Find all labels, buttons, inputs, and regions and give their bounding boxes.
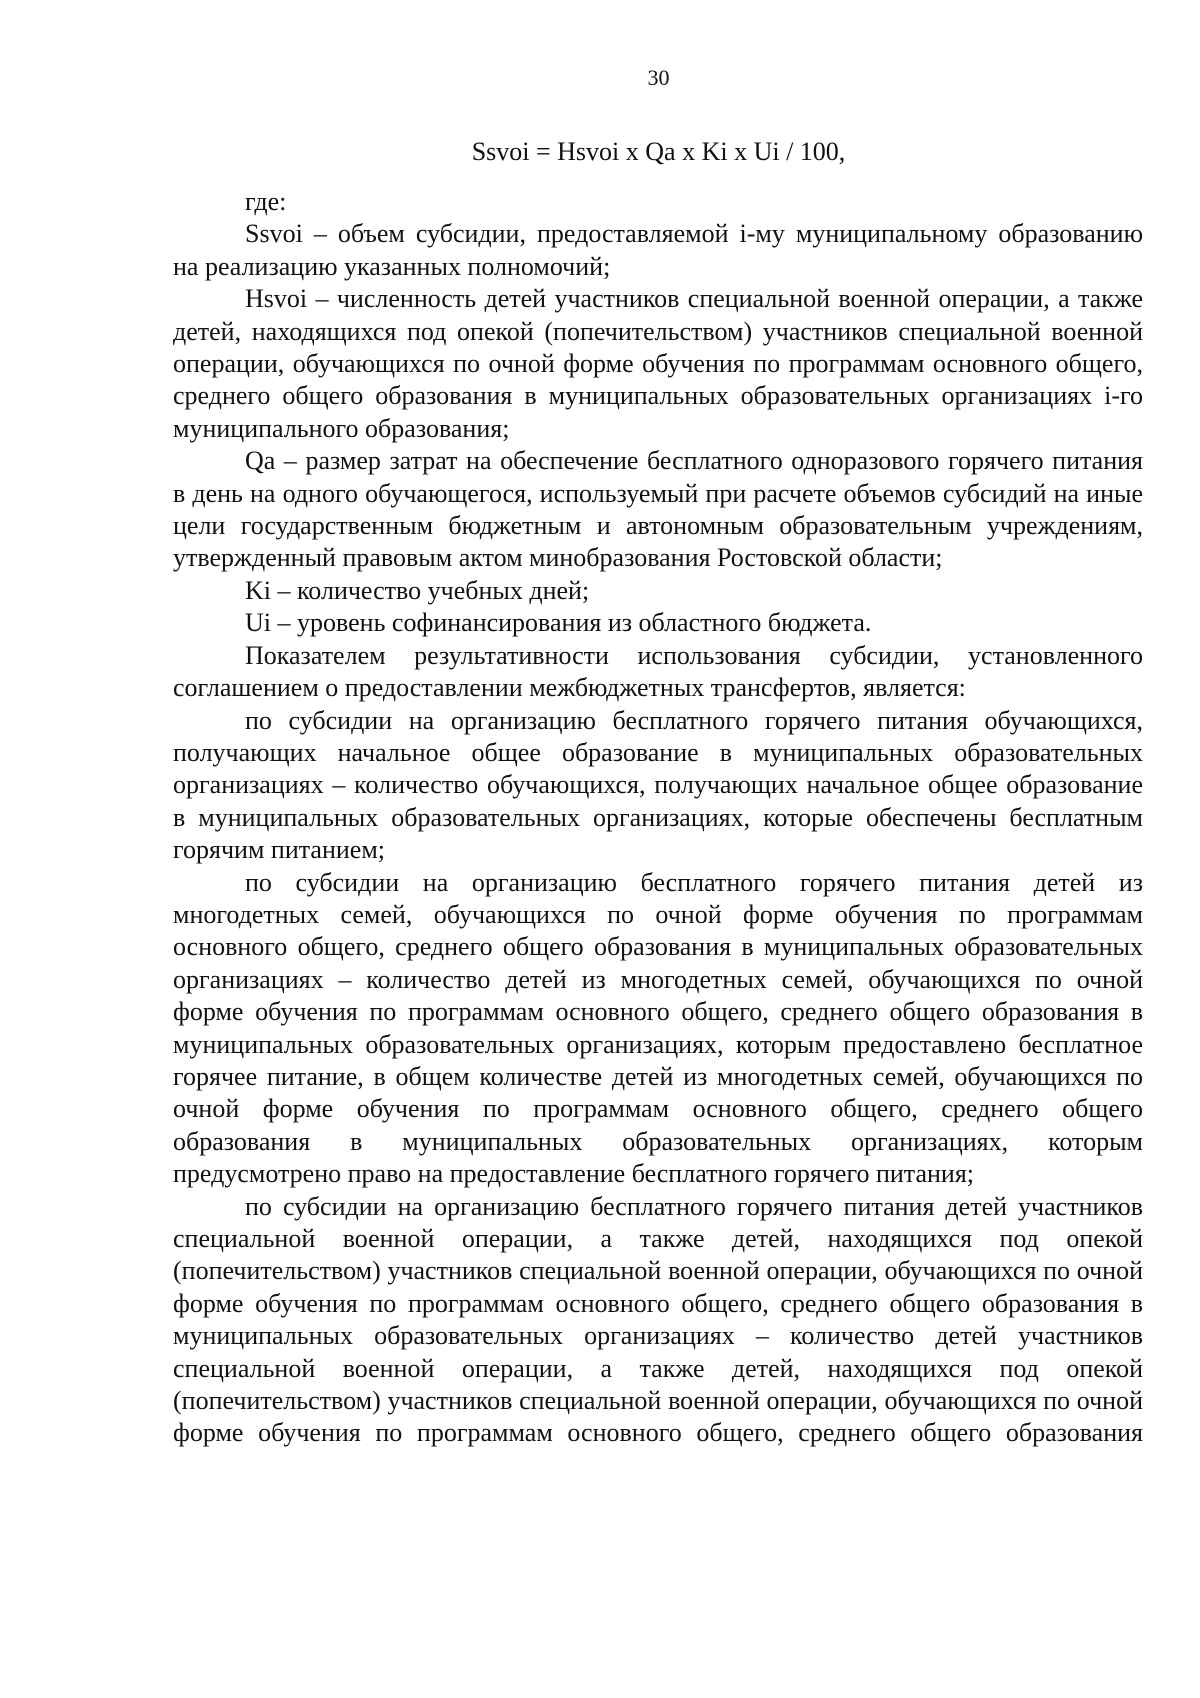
paragraph-hsvoi-definition: Hsvoi – численность детей участников специальной военной операции, а также детей, находящихся под опекой (попечительством) участников специальной военной операции, обучающихся по очной форме обучения по программам основного общего, среднего общего образования в муниципальных образовательных организациях i-го муниципального образования; xyxy=(173,284,1143,443)
paragraph-large-families-subsidy: по субсидии на организацию бесплатного горячего питания детей из многодетных семей, обучающихся по очной форме обучения по программам основного общего, среднего общего образования в муниципальных образовательных организациях – количество детей из многодетных семей, обучающихся по очной форме обучения по программам основного общего, среднего общего образования в муниципальных образовательных организациях, которым предоставлено бесплатное горячее питание, в общем количестве детей из многодетных семей, обучающихся по очной форме обучения по программам основного общего, среднего общего образования в муниципальных образовательных организациях, которым предусмотрено право на предоставление бесплатного горячего питания; xyxy=(173,867,1143,1189)
formula: Ssvoi = Hsvoi x Qa x Ki x Ui / 100, xyxy=(471,137,846,166)
paragraph-where: где: xyxy=(245,187,287,216)
paragraph-primary-education-subsidy: по субсидии на организацию бесплатного горячего питания обучающихся, получающих начальное общее образование в муниципальных образовательных организациях – количество обучающихся, получающих начальное общее образование в муниципальных образовательных организациях, которые обеспечены бесплатным горячим питанием; xyxy=(173,705,1143,865)
paragraph-ki-definition: Ki – количество учебных дней; xyxy=(245,575,590,605)
paragraph-qa-definition: Qa – размер затрат на обеспечение бесплатного одноразового горячего питания в день на одного обучающегося, используемый при расчете объемов субсидий на иные цели государственным бюджетным и автономным образовательным учреждениям, утвержденный правовым актом минобразования Ростовской области; xyxy=(173,446,1143,573)
paragraph-ssvoi-definition: Ssvoi – объем субсидии, предоставляемой i-му муниципальному образованию на реализацию указанных полномочий; xyxy=(173,219,1143,281)
paragraph-ui-definition: Ui – уровень софинансирования из областного бюджета. xyxy=(245,608,872,638)
document-body xyxy=(173,186,1143,1450)
paragraph-performance-indicator: Показателем результативности использования субсидии, установленного соглашением о предоставлении межбюджетных трансфертов, является: xyxy=(173,640,1143,703)
page-number: 30 xyxy=(647,65,670,90)
paragraph-svo-children-subsidy: по субсидии на организацию бесплатного горячего питания детей участников специальной военной операции, а также детей, находящихся под опекой (попечительством) участников специальной военной операции, обучающихся по очной форме обучения по программам основного общего, среднего общего образования в муниципальных образовательных организациях – количество детей участников специальной военной операции, а также детей, находящихся под опекой (попечительством) участников специальной военной операции, обучающихся по очной форме обучения по программам основного общего, среднего общего образования xyxy=(173,1191,1143,1448)
